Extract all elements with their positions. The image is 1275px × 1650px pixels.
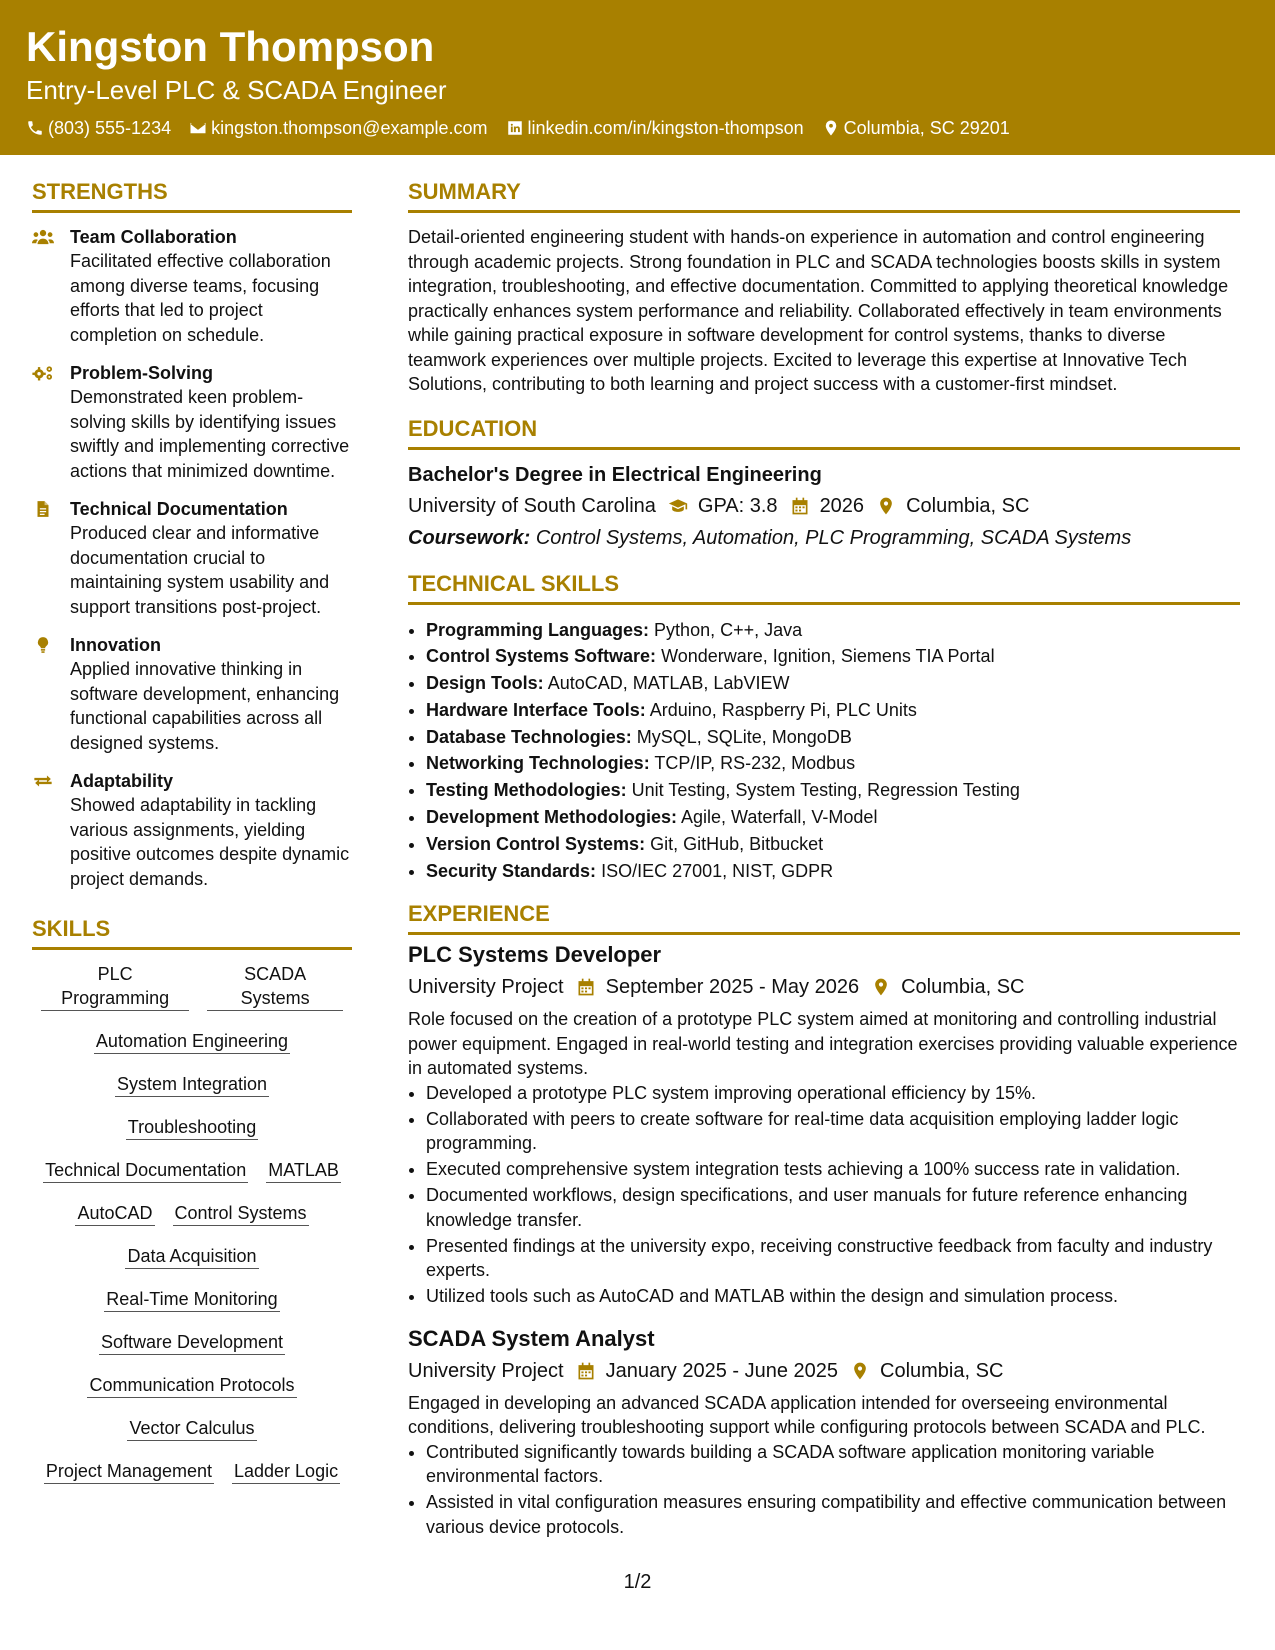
contact-bar [26,116,1028,140]
skill-tag: Vector Calculus [127,1416,256,1441]
list-item: • Utilized tools such as AutoCAD and MATLAB within the design and simulation process. [426,1284,1240,1309]
calendar-icon [790,496,810,516]
job-meta [408,973,1240,1001]
phone-icon [26,119,44,137]
map-pin-icon [871,977,891,997]
graduation-cap-icon [668,496,688,516]
list-item: • Programming Languages: Python, C++, Java [426,617,1240,644]
job-location: Columbia, SC [901,976,1025,999]
skill-tag: Software Development [99,1330,285,1355]
job-org: University Project [408,976,564,999]
list-item: • Documented workflows, design specifications, and user manuals for future reference enhancing knowledge transfer. [426,1183,1240,1232]
map-pin-icon [822,119,840,137]
degree-title: Bachelor's Degree in Electrical Engineering [408,463,822,486]
linkedin-icon [506,119,524,137]
strength-title: Innovation [70,635,161,655]
skill-tag: Project Management [44,1459,214,1484]
education-heading: EDUCATION [408,415,1240,450]
technical-skills-heading: TECHNICAL SKILLS [408,570,1240,605]
graduation-year: 2026 [819,494,865,517]
skill-tag: Communication Protocols [87,1373,296,1398]
job-org: University Project [408,1359,564,1382]
skill-tag: Control Systems [173,1201,309,1226]
left-column [32,178,352,1502]
strength-item [32,361,352,483]
list-item: • Design Tools: AutoCAD, MATLAB, LabVIEW [426,670,1240,697]
coursework-label: Coursework: [408,526,531,549]
strength-title: Team Collaboration [70,227,237,247]
skills-heading: SKILLS [32,915,352,950]
strength-item [32,633,352,755]
map-pin-icon [850,1361,870,1381]
skill-tag: MATLAB [266,1158,341,1183]
skill-tag: Ladder Logic [232,1459,340,1484]
skill-tag: Data Acquisition [125,1244,258,1269]
skill-tag: SCADA Systems [207,962,343,1011]
skill-tag: Automation Engineering [94,1029,290,1054]
page-number: 1/2 [623,1571,652,1593]
list-item: • Networking Technologies: TCP/IP, RS-232, Modbus [426,750,1240,777]
contact-phone-text: (803) 555-1234 [48,118,172,138]
strength-item [32,497,352,619]
calendar-icon [576,977,596,997]
strength-desc: Applied innovative thinking in software development, enhancing functional capabilities across all designed systems. [70,659,340,753]
candidate-name: Kingston Thompson [26,23,435,70]
skill-tag: System Integration [115,1072,269,1097]
strength-item [32,769,352,891]
strength-desc: Demonstrated keen problem-solving skills by identifying issues swiftly and implementing corrective actions that minimized downtime. [70,387,350,481]
strength-desc: Produced clear and informative documentation crucial to maintaining system usability and support transitions post-project. [70,523,330,617]
contact-email[interactable] [189,116,487,140]
contact-linkedin-text: linkedin.com/in/kingston-thompson [527,118,804,138]
job-dates: September 2025 - May 2026 [605,976,860,999]
strength-title: Adaptability [70,771,174,791]
job-entry [408,1325,1240,1540]
list-item: • Developed a prototype PLC system improving operational efficiency by 15%. [426,1081,1240,1106]
calendar-icon [576,1361,596,1381]
skill-tag: PLC Programming [41,962,189,1011]
resume-header [0,0,1275,155]
gpa: GPA: 3.8 [697,494,778,517]
skill-tag: Troubleshooting [126,1115,258,1140]
summary-heading: SUMMARY [408,178,1240,213]
job-entry [408,941,1240,1309]
experience-heading: EXPERIENCE [408,900,1240,935]
list-item: • Executed comprehensive system integration tests achieving a 100% success rate in validation. [426,1157,1240,1182]
coursework-list: Control Systems, Automation, PLC Programming, SCADA Systems [535,526,1132,549]
education-location: Columbia, SC [906,494,1030,517]
strength-title: Problem-Solving [70,363,214,383]
envelope-icon [189,119,207,137]
right-column [408,178,1240,1555]
job-meta [408,1357,1240,1385]
list-item: • Assisted in vital configuration measures ensuring compatibility and effective communication between various device protocols. [426,1490,1240,1539]
list-item: • Collaborated with peers to create software for real-time data acquisition employing ladder logic programming. [426,1107,1240,1156]
job-location: Columbia, SC [880,1359,1004,1382]
summary-text: Detail-oriented engineering student with hands-on experience in automation and control engineering through academic projects. Strong foundation in PLC and SCADA technologies boosts skills in system integration, troubleshooting, and effective documentation. Committed to applying theoretical knowledge practically enhances system performance and reliability. Collaborated effectively in team environments while gaining practical exposure in software development for control systems, thanks to diverse teamwork experiences over multiple projects. Excited to leverage this expertise at Innovative Tech Solutions, contributing to both learning and project success with a customer-first mindset. [408,227,1229,394]
list-item: • Database Technologies: MySQL, SQLite, MongoDB [426,724,1240,751]
coursework [408,524,1240,552]
skill-tag: Real-Time Monitoring [104,1287,279,1312]
list-item: • Version Control Systems: Git, GitHub, Bitbucket [426,831,1240,858]
list-item: • Testing Methodologies: Unit Testing, System Testing, Regression Testing [426,777,1240,804]
job-title: SCADA System Analyst [408,1325,655,1351]
candidate-headline: Entry-Level PLC & SCADA Engineer [26,75,447,105]
list-item: • Contributed significantly towards building a SCADA software application monitoring variable environmental factors. [426,1440,1240,1489]
strength-item [32,225,352,347]
list-item: • Security Standards: ISO/IEC 27001, NIST, GDPR [426,858,1240,885]
job-bullets [408,1440,1240,1540]
skill-tag: AutoCAD [75,1201,154,1226]
skill-tag: Technical Documentation [43,1158,248,1183]
job-bullets [408,1081,1240,1309]
strength-desc: Showed adaptability in tackling various assignments, yielding positive outcomes despite dynamic project demands. [70,795,350,889]
list-item: • Hardware Interface Tools: Arduino, Raspberry Pi, PLC Units [426,697,1240,724]
technical-skills-list [408,617,1240,885]
job-description: Role focused on the creation of a prototype PLC system aimed at monitoring and controlling industrial power equipment. Engaged in real-world testing and integration exercises providing valuable experience in automated systems. [408,1009,1238,1079]
skills-list [32,962,352,1484]
users-icon [32,228,54,246]
education-meta [408,492,1240,520]
contact-linkedin[interactable] [506,116,804,140]
document-icon [32,500,54,518]
contact-phone[interactable] [26,116,171,140]
gears-icon [32,364,54,382]
list-item: • Presented findings at the university expo, receiving constructive feedback from faculty and industry experts. [426,1234,1240,1283]
job-description: Engaged in developing an advanced SCADA application intended for overseeing environmental conditions, delivering troubleshooting support while configuring protocols between SCADA and PLC. [408,1392,1206,1438]
school-name: University of South Carolina [408,494,656,517]
contact-location-text: Columbia, SC 29201 [843,118,1010,138]
contact-email-text: kingston.thompson@example.com [211,118,488,138]
strength-desc: Facilitated effective collaboration among diverse teams, focusing efforts that led to project completion on schedule. [70,251,331,345]
arrows-exchange-icon [32,772,54,790]
lightbulb-icon [32,636,54,654]
list-item: • Development Methodologies: Agile, Waterfall, V-Model [426,804,1240,831]
job-title: PLC Systems Developer [408,942,662,968]
map-pin-icon [876,496,896,516]
contact-location [822,116,1010,140]
strengths-heading: STRENGTHS [32,178,352,213]
job-dates: January 2025 - June 2025 [605,1359,839,1382]
strength-title: Technical Documentation [70,499,288,519]
list-item: • Control Systems Software: Wonderware, Ignition, Siemens TIA Portal [426,643,1240,670]
